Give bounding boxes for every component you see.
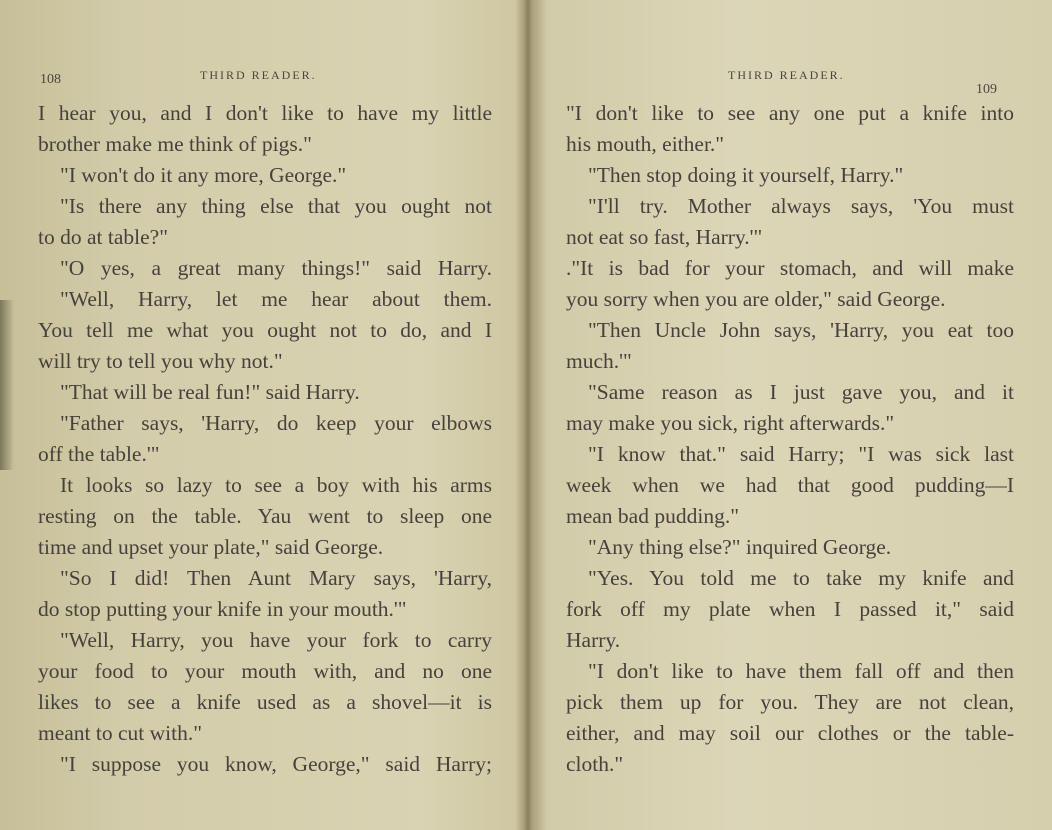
text-line bbox=[38, 160, 492, 191]
text-line bbox=[38, 222, 492, 253]
page-number-right: 109 bbox=[976, 82, 997, 97]
text-line bbox=[566, 160, 1014, 191]
text-line-content: "Well, Harry, you have your fork to carry bbox=[60, 628, 492, 652]
text-line-content: "Yes. You told me to take my knife and bbox=[588, 566, 1014, 590]
text-line-content: "Well, Harry, let me hear about them. bbox=[60, 287, 492, 311]
text-line bbox=[38, 563, 492, 594]
text-line-content: will try to tell you why not." bbox=[38, 349, 283, 373]
text-line-content: cloth." bbox=[566, 752, 624, 776]
text-line bbox=[566, 718, 1014, 749]
text-line-content: "I won't do it any more, George." bbox=[60, 163, 347, 187]
text-line bbox=[566, 98, 1014, 129]
text-line-content: much.'" bbox=[566, 349, 632, 373]
text-line-content: "That will be real fun!" said Harry. bbox=[60, 380, 360, 404]
running-head-left: THIRD READER. bbox=[200, 68, 317, 82]
text-line bbox=[38, 284, 492, 315]
text-line-content: "O yes, a great many things!" said Harry. bbox=[60, 256, 492, 280]
text-line bbox=[566, 439, 1014, 470]
text-line bbox=[566, 625, 1014, 656]
text-line-content: "Then stop doing it yourself, Harry." bbox=[588, 163, 904, 187]
left-page-text bbox=[38, 98, 492, 780]
text-line-content: week when we had that good pudding—I bbox=[566, 473, 1014, 497]
text-line bbox=[566, 532, 1014, 563]
text-line bbox=[566, 222, 1014, 253]
text-line-content: may make you sick, right afterwards." bbox=[566, 411, 895, 435]
text-line-content: either, and may soil our clothes or the table- bbox=[566, 721, 1014, 745]
text-line-content: "Same reason as I just gave you, and it bbox=[588, 380, 1014, 404]
text-line-content: "I suppose you know, George," said Harry; bbox=[60, 752, 492, 776]
text-line-content: resting on the table. Yau went to sleep one bbox=[38, 504, 492, 528]
text-line bbox=[38, 532, 492, 563]
text-line bbox=[38, 625, 492, 656]
text-line bbox=[566, 594, 1014, 625]
text-line-content: ."It is bad for your stomach, and will make bbox=[566, 256, 1014, 280]
text-line-content: "I know that." said Harry; "I was sick last bbox=[588, 442, 1014, 466]
text-line-content: "I'll try. Mother always says, 'You must bbox=[588, 194, 1014, 218]
running-head-right: THIRD READER. bbox=[728, 68, 845, 82]
text-line bbox=[38, 253, 492, 284]
text-line-content: your food to your mouth with, and no one bbox=[38, 659, 492, 683]
text-line bbox=[38, 191, 492, 222]
text-line-content: "So I did! Then Aunt Mary says, 'Harry, bbox=[60, 566, 492, 590]
text-line-content: likes to see a knife used as a shovel—it is bbox=[38, 690, 492, 714]
text-line bbox=[38, 439, 492, 470]
text-line bbox=[38, 346, 492, 377]
text-line bbox=[38, 594, 492, 625]
left-page bbox=[0, 0, 524, 830]
text-line bbox=[38, 377, 492, 408]
text-line bbox=[566, 470, 1014, 501]
text-line bbox=[38, 656, 492, 687]
text-line bbox=[38, 718, 492, 749]
text-line-content: to do at table?" bbox=[38, 225, 168, 249]
text-line bbox=[38, 470, 492, 501]
text-line-content: You tell me what you ought not to do, and I bbox=[38, 318, 492, 342]
text-line-content: I hear you, and I don't like to have my little bbox=[38, 101, 492, 125]
text-line bbox=[566, 315, 1014, 346]
text-line-content: you sorry when you are older," said George. bbox=[566, 287, 946, 311]
text-line-content: It looks so lazy to see a boy with his arms bbox=[60, 473, 492, 497]
text-line-content: "Then Uncle John says, 'Harry, you eat too bbox=[588, 318, 1014, 342]
text-line-content: his mouth, either." bbox=[566, 132, 725, 156]
text-line-content: do stop putting your knife in your mouth.'" bbox=[38, 597, 407, 621]
text-line bbox=[38, 408, 492, 439]
text-line bbox=[566, 129, 1014, 160]
text-line-content: meant to cut with." bbox=[38, 721, 203, 745]
text-line bbox=[38, 315, 492, 346]
text-line bbox=[566, 687, 1014, 718]
text-line-content: fork off my plate when I passed it," said bbox=[566, 597, 1014, 621]
right-page bbox=[528, 0, 1052, 830]
text-line bbox=[566, 408, 1014, 439]
text-line bbox=[566, 563, 1014, 594]
text-line bbox=[566, 377, 1014, 408]
text-line bbox=[38, 687, 492, 718]
text-line bbox=[566, 749, 1014, 780]
text-line-content: pick them up for you. They are not clean, bbox=[566, 690, 1014, 714]
text-line bbox=[38, 129, 492, 160]
text-line bbox=[38, 749, 492, 780]
text-line bbox=[38, 501, 492, 532]
text-line bbox=[566, 656, 1014, 687]
text-line-content: "Any thing else?" inquired George. bbox=[588, 535, 892, 559]
text-line-content: "I don't like to have them fall off and then bbox=[588, 659, 1014, 683]
text-line-content: brother make me think of pigs." bbox=[38, 132, 312, 156]
text-line-content: "Is there any thing else that you ought not bbox=[60, 194, 492, 218]
text-line-content: mean bad pudding." bbox=[566, 504, 739, 528]
text-line-content: time and upset your plate," said George. bbox=[38, 535, 384, 559]
text-line bbox=[566, 346, 1014, 377]
text-line-content: "Father says, 'Harry, do keep your elbows bbox=[60, 411, 492, 435]
text-line bbox=[566, 501, 1014, 532]
text-line bbox=[566, 284, 1014, 315]
text-line bbox=[566, 253, 1014, 284]
text-line-content: Harry. bbox=[566, 628, 621, 652]
text-line bbox=[566, 191, 1014, 222]
right-page-text bbox=[566, 98, 1014, 780]
text-line-content: off the table.'" bbox=[38, 442, 160, 466]
text-line-content: not eat so fast, Harry.'" bbox=[566, 225, 763, 249]
text-line bbox=[38, 98, 492, 129]
text-line-content: "I don't like to see any one put a knife into bbox=[566, 101, 1014, 125]
page-number-left: 108 bbox=[40, 72, 61, 87]
